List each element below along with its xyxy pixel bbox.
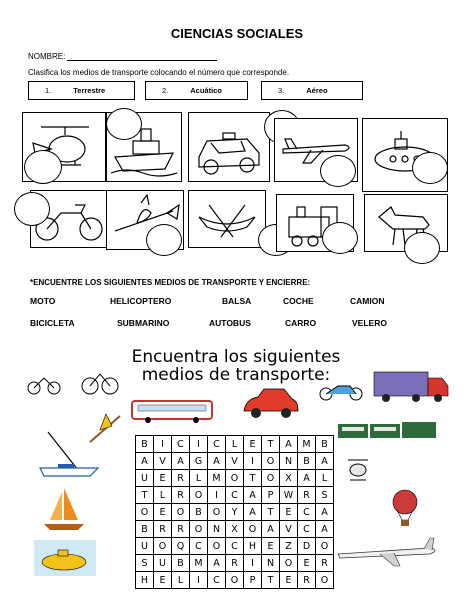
grid-cell[interactable]: B bbox=[298, 453, 316, 470]
section-heading: *ENCUENTRE LOS SIGUIENTES MEDIOS DE TRANSPORTE Y ENCIERRE: bbox=[30, 278, 311, 287]
grid-cell[interactable]: L bbox=[190, 470, 208, 487]
grid-cell[interactable]: O bbox=[190, 521, 208, 538]
grid-cell[interactable]: A bbox=[280, 436, 298, 453]
grid-cell[interactable]: B bbox=[316, 436, 334, 453]
grid-cell[interactable]: N bbox=[262, 555, 280, 572]
answer-oval[interactable] bbox=[320, 155, 356, 187]
answer-oval[interactable] bbox=[412, 152, 448, 184]
grid-cell[interactable]: E bbox=[154, 504, 172, 521]
category-label: Terrestre bbox=[73, 86, 106, 95]
grid-cell[interactable]: O bbox=[262, 453, 280, 470]
grid-cell[interactable]: O bbox=[190, 487, 208, 504]
grid-cell[interactable]: T bbox=[244, 470, 262, 487]
category-terrestre bbox=[28, 81, 135, 100]
grid-cell[interactable]: N bbox=[208, 521, 226, 538]
grid-cell[interactable]: O bbox=[244, 521, 262, 538]
grid-cell[interactable]: H bbox=[136, 572, 154, 589]
grid-cell[interactable]: I bbox=[154, 436, 172, 453]
grid-cell[interactable]: O bbox=[136, 504, 154, 521]
grid-row bbox=[136, 487, 334, 504]
word-item: BICICLETA bbox=[30, 318, 75, 328]
word-item: HELICOPTERO bbox=[110, 296, 172, 306]
name-label: NOMBRE: bbox=[28, 52, 66, 61]
word-item: VELERO bbox=[352, 318, 387, 328]
grid-cell[interactable]: X bbox=[226, 521, 244, 538]
answer-oval[interactable] bbox=[404, 232, 440, 264]
grid-row bbox=[136, 572, 334, 589]
grid-cell[interactable]: O bbox=[208, 538, 226, 555]
word-item: SUBMARINO bbox=[117, 318, 170, 328]
grid-cell[interactable]: A bbox=[208, 453, 226, 470]
grid-cell[interactable]: T bbox=[262, 436, 280, 453]
speedboat-icon bbox=[38, 462, 102, 478]
answer-oval[interactable] bbox=[24, 150, 62, 184]
grid-cell[interactable]: R bbox=[172, 521, 190, 538]
grid-cell[interactable]: O bbox=[226, 572, 244, 589]
grid-cell[interactable]: I bbox=[244, 453, 262, 470]
grid-cell[interactable]: T bbox=[136, 487, 154, 504]
grid-cell[interactable]: E bbox=[280, 504, 298, 521]
bus-icon bbox=[130, 398, 216, 424]
airliner-icon bbox=[334, 536, 442, 568]
grid-cell[interactable]: A bbox=[262, 521, 280, 538]
name-blank[interactable] bbox=[67, 52, 217, 61]
puzzle-title-line2: medios de transporte: bbox=[141, 365, 331, 385]
red-car-icon bbox=[240, 385, 300, 421]
grid-cell[interactable]: V bbox=[280, 521, 298, 538]
grid-cell[interactable]: L bbox=[172, 572, 190, 589]
category-label: Aéreo bbox=[306, 86, 328, 95]
grid-cell[interactable]: L bbox=[316, 470, 334, 487]
grid-cell[interactable]: D bbox=[298, 538, 316, 555]
category-label: Acuático bbox=[190, 86, 222, 95]
grid-cell[interactable]: M bbox=[190, 555, 208, 572]
grid-cell[interactable]: C bbox=[208, 436, 226, 453]
grid-cell[interactable]: O bbox=[172, 504, 190, 521]
grid-cell[interactable]: L bbox=[154, 487, 172, 504]
grid-cell[interactable]: A bbox=[208, 555, 226, 572]
grid-row bbox=[136, 470, 334, 487]
grid-cell[interactable]: U bbox=[136, 538, 154, 555]
answer-oval[interactable] bbox=[322, 222, 358, 254]
grid-cell[interactable]: O bbox=[208, 504, 226, 521]
grid-cell[interactable]: M bbox=[208, 470, 226, 487]
grid-cell[interactable]: C bbox=[298, 504, 316, 521]
grid-cell[interactable]: U bbox=[136, 470, 154, 487]
witch-color-icon bbox=[88, 408, 122, 448]
category-number: 2. bbox=[162, 86, 169, 95]
grid-cell[interactable]: B bbox=[172, 555, 190, 572]
taxi-picture bbox=[188, 112, 270, 182]
helicopter-color-icon bbox=[344, 456, 372, 484]
grid-row bbox=[136, 538, 334, 555]
grid-cell[interactable]: M bbox=[298, 436, 316, 453]
grid-cell[interactable]: B bbox=[190, 504, 208, 521]
grid-row bbox=[136, 504, 334, 521]
grid-cell[interactable]: R bbox=[172, 487, 190, 504]
car-icon bbox=[189, 113, 269, 181]
grid-cell[interactable]: N bbox=[280, 453, 298, 470]
grid-cell[interactable]: A bbox=[298, 470, 316, 487]
grid-cell[interactable]: O bbox=[280, 555, 298, 572]
cyclists-icon bbox=[20, 366, 130, 396]
page-title: CIENCIAS SOCIALES bbox=[170, 26, 304, 41]
grid-cell[interactable]: H bbox=[244, 538, 262, 555]
rowboat-icon bbox=[189, 191, 265, 247]
grid-cell[interactable]: S bbox=[136, 555, 154, 572]
grid-cell[interactable]: Z bbox=[280, 538, 298, 555]
word-item: BALSA bbox=[222, 296, 252, 306]
grid-cell[interactable]: P bbox=[244, 572, 262, 589]
yellow-submarine-icon bbox=[34, 540, 96, 576]
grid-cell[interactable]: B bbox=[136, 436, 154, 453]
grid-cell[interactable]: A bbox=[316, 504, 334, 521]
grid-cell[interactable]: C bbox=[208, 572, 226, 589]
grid-cell[interactable]: O bbox=[262, 470, 280, 487]
hot-air-balloon-icon bbox=[388, 488, 422, 528]
grid-cell[interactable]: E bbox=[154, 470, 172, 487]
grid-cell[interactable]: Q bbox=[172, 538, 190, 555]
grid-cell[interactable]: E bbox=[244, 436, 262, 453]
rowboat-picture bbox=[188, 190, 266, 248]
grid-cell[interactable]: U bbox=[154, 555, 172, 572]
grid-cell[interactable]: R bbox=[226, 555, 244, 572]
word-item: COCHE bbox=[283, 296, 314, 306]
grid-cell[interactable]: A bbox=[244, 487, 262, 504]
green-train-icon bbox=[336, 418, 440, 442]
grid-cell[interactable]: O bbox=[316, 538, 334, 555]
grid-row bbox=[136, 555, 334, 572]
grid-cell[interactable]: L bbox=[226, 436, 244, 453]
grid-cell[interactable]: A bbox=[136, 453, 154, 470]
grid-cell[interactable]: O bbox=[226, 470, 244, 487]
grid-cell[interactable]: R bbox=[298, 572, 316, 589]
grid-cell[interactable]: W bbox=[280, 487, 298, 504]
answer-oval[interactable] bbox=[146, 224, 182, 256]
grid-cell[interactable]: S bbox=[316, 487, 334, 504]
puzzle-title-line1: Encuentra los siguientes bbox=[131, 347, 341, 367]
word-item: MOTO bbox=[30, 296, 56, 306]
instruction-text: Clasifica los medios de transporte colocando el número que corresponde. bbox=[28, 68, 290, 77]
grid-cell[interactable]: E bbox=[280, 572, 298, 589]
grid-cell[interactable]: I bbox=[244, 555, 262, 572]
answer-oval[interactable] bbox=[106, 108, 142, 140]
grid-cell[interactable]: V bbox=[154, 453, 172, 470]
grid-cell[interactable]: C bbox=[190, 538, 208, 555]
grid-cell[interactable]: A bbox=[172, 453, 190, 470]
grid-cell[interactable]: A bbox=[316, 453, 334, 470]
grid-row bbox=[136, 453, 334, 470]
grid-cell[interactable]: R bbox=[172, 470, 190, 487]
grid-cell[interactable]: T bbox=[262, 504, 280, 521]
grid-cell[interactable]: E bbox=[154, 572, 172, 589]
grid-cell[interactable]: I bbox=[190, 436, 208, 453]
grid-cell[interactable]: A bbox=[316, 521, 334, 538]
grid-cell[interactable]: P bbox=[262, 487, 280, 504]
grid-cell[interactable]: X bbox=[280, 470, 298, 487]
name-field[interactable] bbox=[28, 52, 217, 61]
grid-cell[interactable]: O bbox=[316, 572, 334, 589]
answer-oval[interactable] bbox=[14, 192, 50, 226]
grid-cell[interactable]: I bbox=[190, 572, 208, 589]
grid-cell[interactable]: R bbox=[154, 521, 172, 538]
grid-cell[interactable]: I bbox=[208, 487, 226, 504]
grid-cell[interactable]: C bbox=[172, 436, 190, 453]
grid-cell[interactable]: C bbox=[226, 487, 244, 504]
grid-row bbox=[136, 521, 334, 538]
motorcycle-color-icon bbox=[316, 378, 366, 402]
grid-cell[interactable]: A bbox=[244, 504, 262, 521]
grid-cell[interactable]: E bbox=[298, 555, 316, 572]
word-item: AUTOBUS bbox=[209, 318, 251, 328]
grid-cell[interactable]: V bbox=[226, 453, 244, 470]
category-aereo bbox=[261, 81, 363, 100]
grid-cell[interactable]: T bbox=[262, 572, 280, 589]
word-search-grid bbox=[135, 435, 334, 589]
grid-cell[interactable]: C bbox=[226, 538, 244, 555]
grid-cell[interactable]: O bbox=[154, 538, 172, 555]
sailboat-icon bbox=[38, 484, 90, 532]
category-number: 3. bbox=[278, 86, 285, 95]
grid-cell[interactable]: B bbox=[136, 521, 154, 538]
grid-cell[interactable]: G bbox=[190, 453, 208, 470]
grid-cell[interactable]: R bbox=[316, 555, 334, 572]
grid-cell[interactable]: E bbox=[262, 538, 280, 555]
grid-cell[interactable]: Y bbox=[226, 504, 244, 521]
category-acuatico bbox=[145, 81, 248, 100]
grid-row bbox=[136, 436, 334, 453]
category-number: 1. bbox=[45, 86, 52, 95]
grid-cell[interactable]: R bbox=[298, 487, 316, 504]
word-item: CARRO bbox=[285, 318, 317, 328]
truck-icon bbox=[372, 370, 450, 404]
grid-cell[interactable]: C bbox=[298, 521, 316, 538]
word-item: CAMION bbox=[350, 296, 385, 306]
